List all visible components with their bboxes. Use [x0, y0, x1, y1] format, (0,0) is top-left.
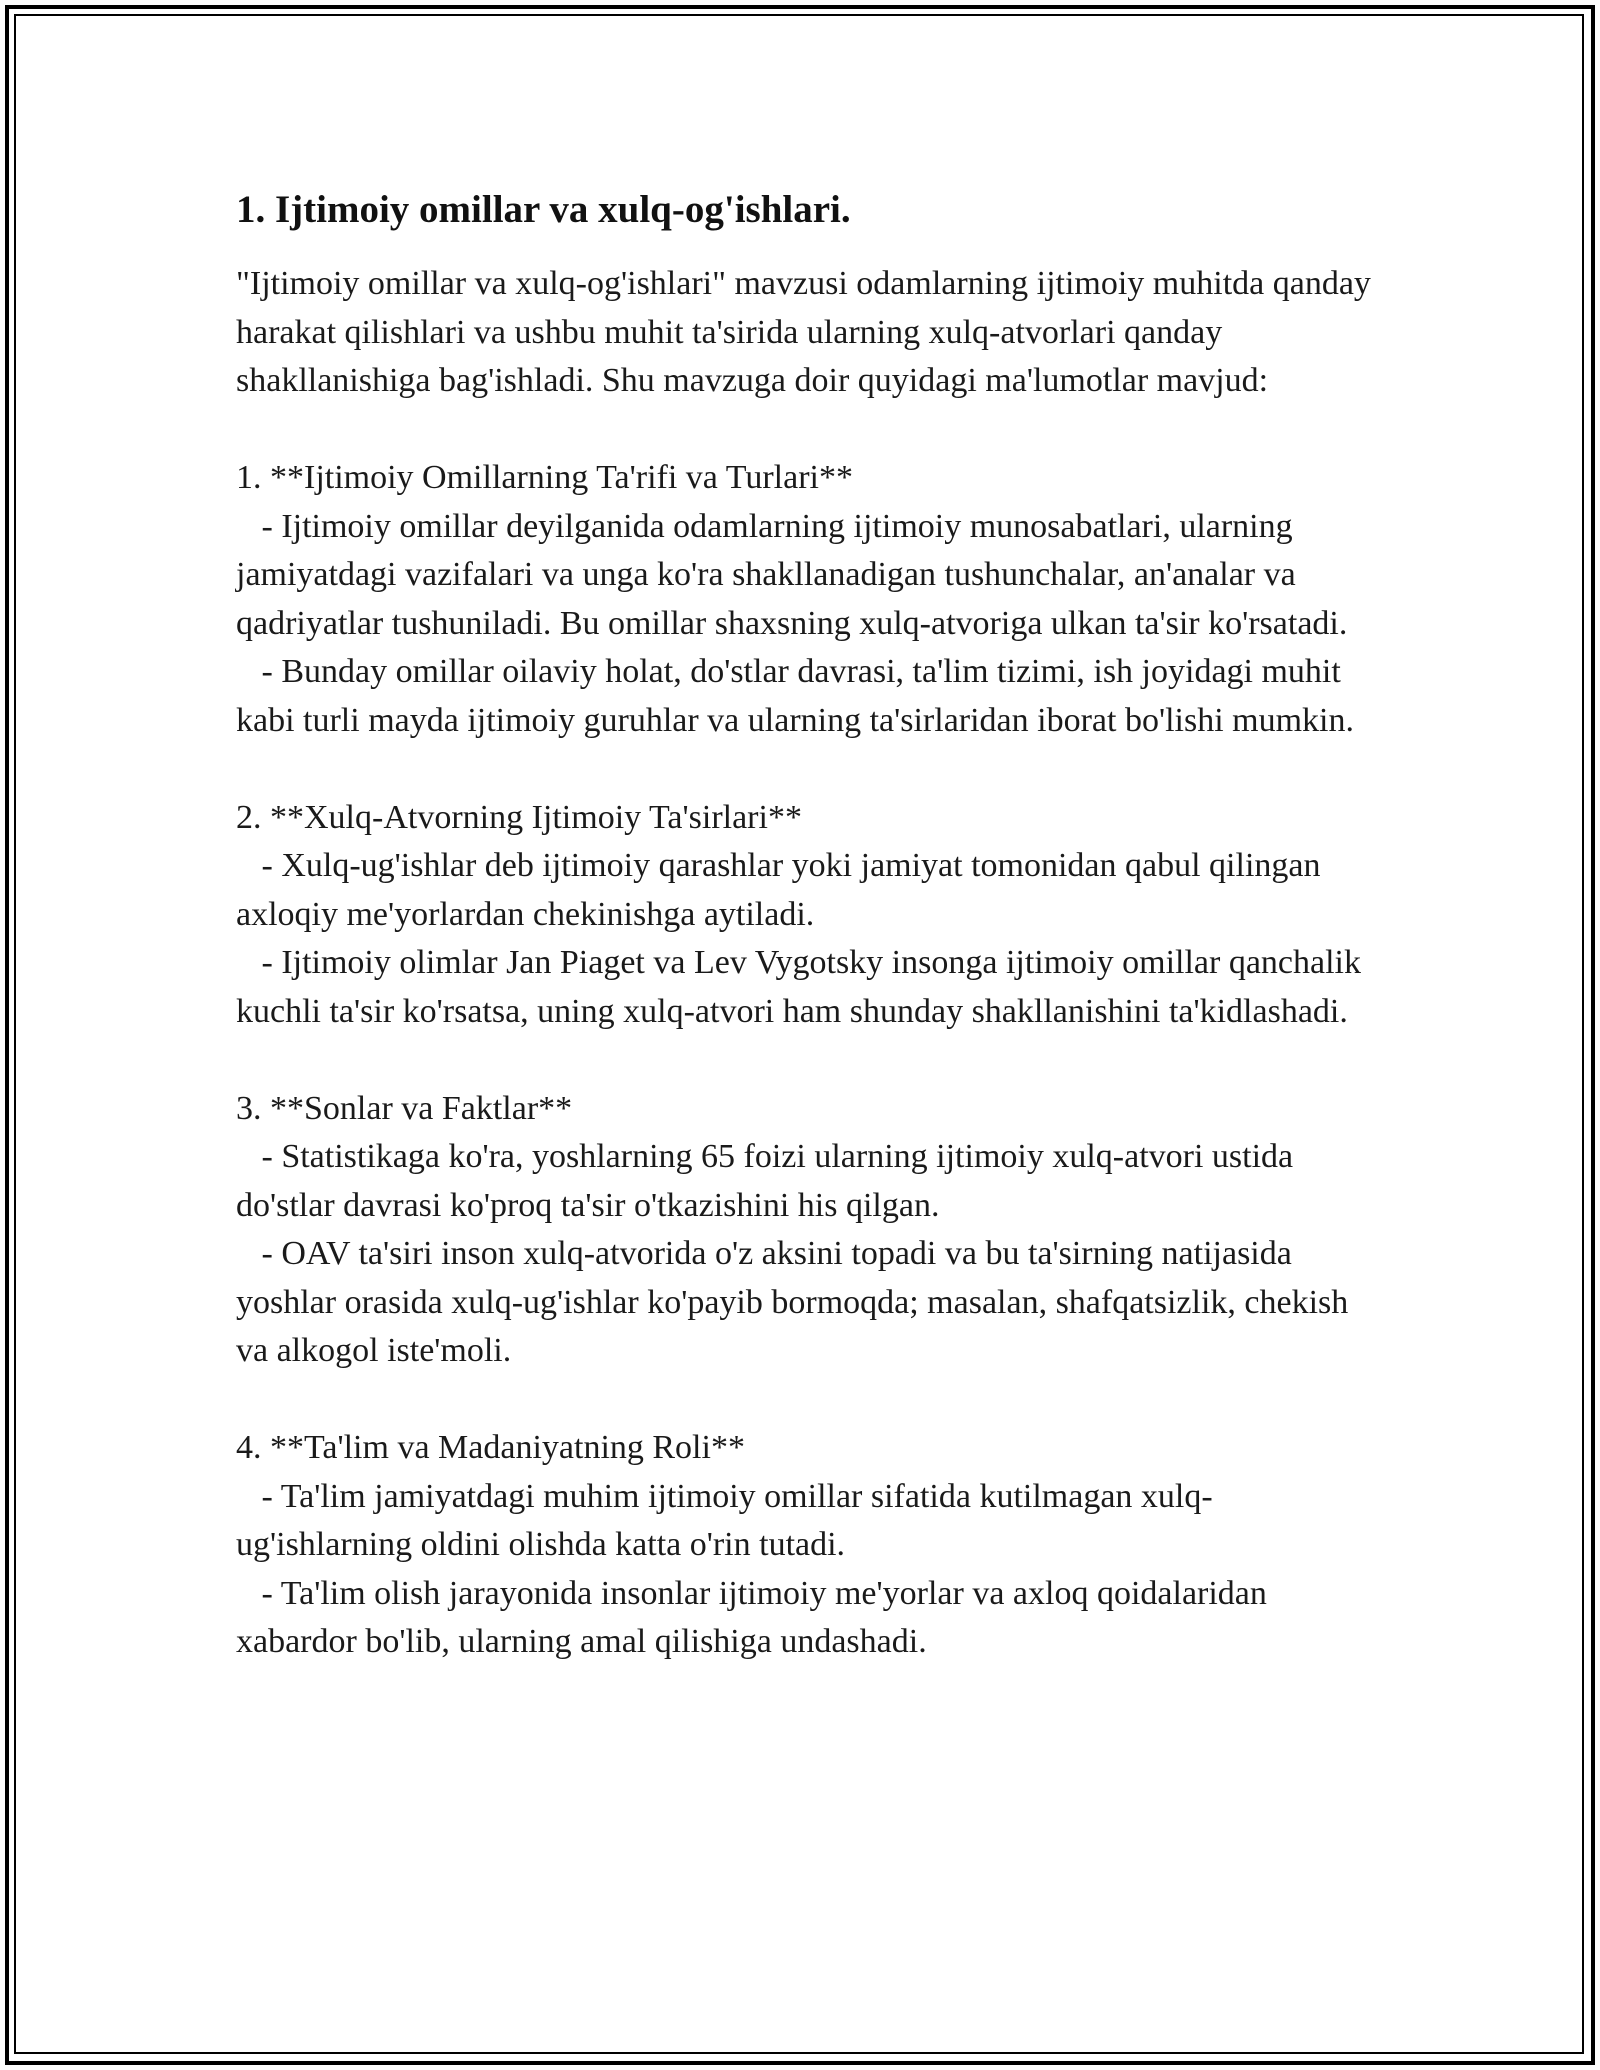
document-page — [236, 186, 1376, 1667]
document-title: 1. Ijtimoiy omillar va xulq-og'ishlari. — [236, 188, 851, 231]
document-body: "Ijtimoiy omillar va xulq-og'ishlari" mavzusi odamlarning ijtimoiy muhitda qanday harakat qilishlari va ushbu muhit ta'sirida ularning xulq-atvorlari qanday shakllanishiga bag'ishladi. Shu mavzuga doir quyidagi ma'lumotlar mavjud: 1. **Ijtimoiy Omillarning Ta'rifi va Turlari** - Ijtimoiy omillar deyilganida odamlarning ijtimoiy munosabatlari, ularning jamiyatdagi vazifalari va unga ko'ra shakllanadigan tushunchalar, an'analar va qadriyatlar tushuniladi. Bu omillar shaxsning xulq-atvoriga ulkan ta'sir ko'rsatadi. - Bunday omillar oilaviy holat, do'stlar davrasi, ta'lim tizimi, ish joyidagi muhit kabi turli mayda ijtimoiy guruhlar va ularning ta'sirlaridan iborat bo'lishi mumkin. 2. **Xulq-Atvorning Ijtimoiy Ta'sirlari** - Xulq-ug'ishlar deb ijtimoiy qarashlar yoki jamiyat tomonidan qabul qilingan axloqiy me'yorlardan chekinishga aytiladi. - Ijtimoiy olimlar Jan Piaget va Lev Vygotsky insonga ijtimoiy omillar qanchalik kuchli ta'sir ko'rsatsa, uning xulq-atvori ham shunday shakllanishini ta'kidlashadi. 3. **Sonlar va Faktlar** - Statistikaga ko'ra, yoshlarning 65 foizi ularning ijtimoiy xulq-atvori ustida do'stlar davrasi ko'proq ta'sir o'tkazishini his qilgan. - OAV ta'siri inson xulq-atvorida o'z aksini topadi va bu ta'sirning natijasida yoshlar orasida xulq-ug'ishlar ko'payib bormoqda; masalan, shafqatsizlik, chekish va alkogol iste'moli. 4. **Ta'lim va Madaniyatning Roli** - Ta'lim jamiyatdagi muhim ijtimoiy omillar sifatida kutilmagan xulq-ug'ishlarning oldini olishda katta o'rin tutadi. - Ta'lim olish jarayonida insonlar ijtimoiy me'yorlar va axloq qoidalaridan xabardor bo'lib, ularning amal qilishiga undashadi. — [236, 265, 1371, 1660]
